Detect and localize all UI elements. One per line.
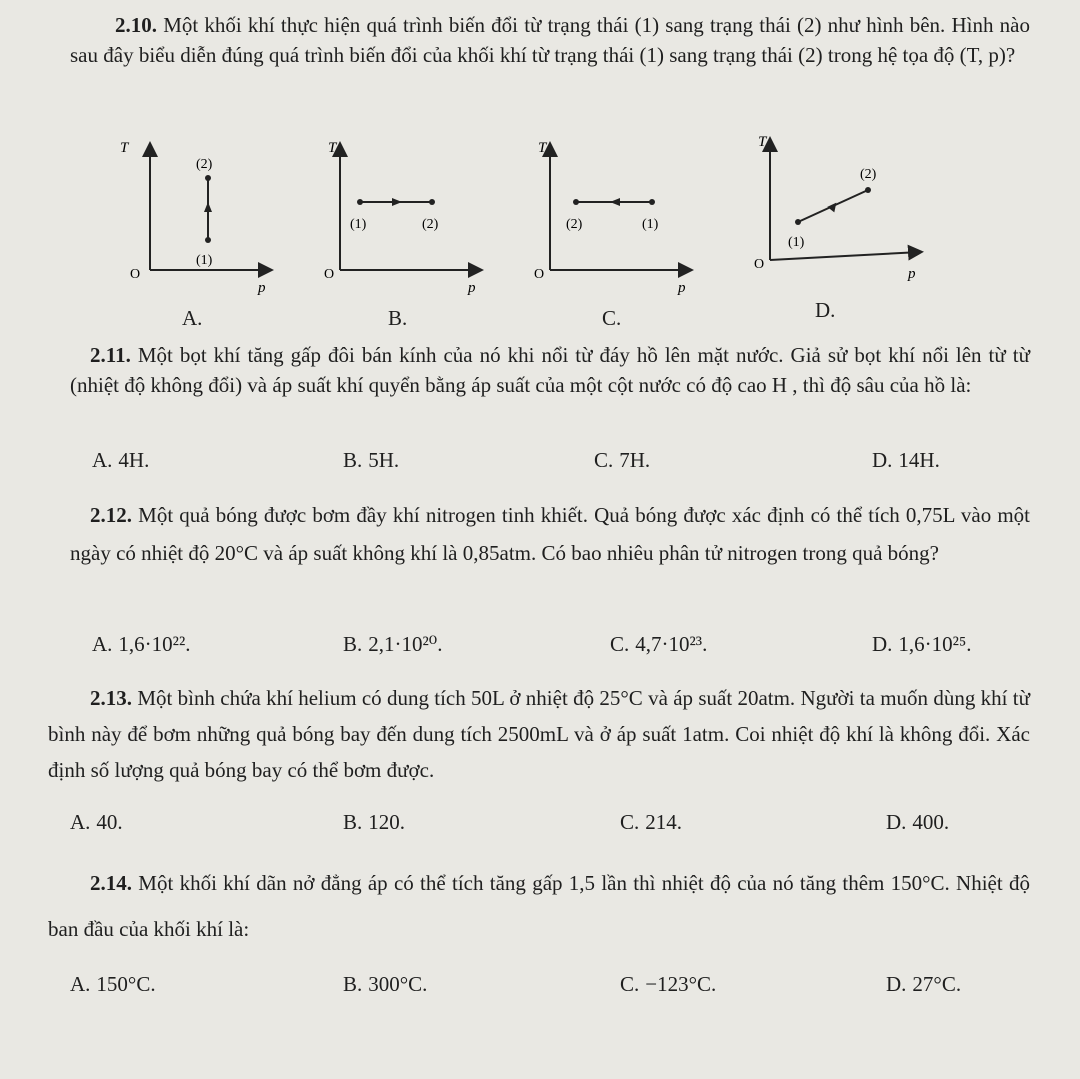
state-2-label: (2) bbox=[422, 217, 439, 232]
state-1-dot bbox=[795, 219, 801, 225]
graph-b bbox=[300, 130, 490, 300]
state-1-label: (1) bbox=[196, 253, 213, 268]
y-axis-label: T bbox=[758, 134, 767, 150]
question-text: Một khối khí thực hiện quá trình biến đổi từ trạng thái (1) sang trạng thái (2) như hình bên. Hình nào sau đây biểu diễn đúng quá trình biến đổi của khối khí từ trạng thái (1) sang trạng thái (2) trong hệ tọa độ (T, p)? bbox=[70, 13, 1030, 67]
question-text: Một bình chứa khí helium có dung tích 50L ở nhiệt độ 25°C và áp suất 20atm. Người ta muốn dùng khí từ bình này để bơm những quả bóng bay đến dung tích 2500mL và ở áp suất 1atm. Coi nhiệt độ khí là không đổi. Xác định số lượng quả bóng bay có thể bơm được. bbox=[48, 686, 1031, 782]
direction-arrow bbox=[610, 198, 620, 206]
question-number: 2.14. bbox=[90, 871, 132, 895]
x-axis bbox=[770, 252, 920, 260]
state-2-label: (2) bbox=[566, 217, 583, 232]
y-axis-label: T bbox=[120, 140, 129, 156]
option-d[interactable]: D. 400. bbox=[886, 810, 950, 834]
question-number: 2.12. bbox=[90, 503, 132, 527]
graph-a bbox=[90, 130, 280, 300]
direction-arrow bbox=[392, 198, 402, 206]
origin-label: O bbox=[754, 257, 765, 272]
option-c[interactable]: C. 214. bbox=[620, 810, 683, 834]
question-number: 2.11. bbox=[90, 343, 131, 367]
option-a[interactable]: A. 4H. bbox=[92, 448, 150, 472]
graph-c-label: C. bbox=[602, 306, 622, 330]
option-d[interactable]: D. 1,6·10²⁵. bbox=[872, 632, 972, 656]
options-2-13 bbox=[0, 810, 1080, 840]
state-2-label: (2) bbox=[196, 157, 213, 172]
state-1-label: (1) bbox=[350, 217, 367, 232]
options-2-12 bbox=[0, 632, 1080, 662]
graph-d bbox=[730, 130, 930, 300]
graph-c bbox=[510, 130, 700, 300]
question-text: Một quả bóng được bơm đầy khí nitrogen tinh khiết. Quả bóng được xác định có thể tích 0,75L vào một ngày có nhiệt độ 20°C và áp suất không khí là 0,85atm. Có bao nhiêu phân tử nitrogen trong quả bóng? bbox=[70, 503, 1030, 565]
option-b[interactable]: B. 2,1·10²⁰. bbox=[343, 632, 443, 656]
question-2-12 bbox=[70, 496, 1030, 572]
options-2-14 bbox=[0, 972, 1080, 1002]
x-axis-label: p bbox=[468, 280, 476, 296]
state-1-label: (1) bbox=[788, 235, 805, 250]
x-axis-label: p bbox=[678, 280, 686, 296]
state-2-dot bbox=[573, 199, 579, 205]
option-b[interactable]: B. 5H. bbox=[343, 448, 400, 472]
question-2-13 bbox=[48, 680, 1030, 788]
y-axis-label: T bbox=[538, 140, 547, 156]
origin-label: O bbox=[130, 267, 141, 282]
graph-d-label: D. bbox=[815, 298, 836, 322]
question-number: 2.13. bbox=[90, 686, 132, 710]
graphs-row bbox=[90, 130, 940, 330]
option-a[interactable]: A. 150°C. bbox=[70, 972, 156, 996]
origin-label: O bbox=[534, 267, 545, 282]
question-2-14 bbox=[48, 860, 1030, 952]
state-2-label: (2) bbox=[860, 167, 877, 182]
option-c[interactable]: C. 7H. bbox=[594, 448, 651, 472]
option-a[interactable]: A. 1,6·10²². bbox=[92, 632, 191, 656]
graph-b-label: B. bbox=[388, 306, 408, 330]
option-c[interactable]: C. 4,7·10²³. bbox=[610, 632, 708, 656]
question-2-11 bbox=[70, 340, 1030, 400]
question-2-10 bbox=[70, 10, 1030, 70]
option-a[interactable]: A. 40. bbox=[70, 810, 123, 834]
option-b[interactable]: B. 120. bbox=[343, 810, 406, 834]
state-2-dot bbox=[865, 187, 871, 193]
x-axis-label: p bbox=[908, 266, 916, 282]
option-c[interactable]: C. −123°C. bbox=[620, 972, 717, 996]
option-d[interactable]: D. 14H. bbox=[872, 448, 940, 472]
state-2-dot bbox=[205, 175, 211, 181]
question-number: 2.10. bbox=[115, 13, 157, 37]
question-text: Một bọt khí tăng gấp đôi bán kính của nó khi nổi từ đáy hồ lên mặt nước. Giả sử bọt khí nổi lên từ từ (nhiệt độ không đổi) và áp suất khí quyển bằng áp suất của một cột nước có độ cao H , thì độ sâu của hồ là: bbox=[70, 343, 1030, 397]
state-1-dot bbox=[205, 237, 211, 243]
graph-a-label: A. bbox=[182, 306, 203, 330]
option-d[interactable]: D. 27°C. bbox=[886, 972, 962, 996]
origin-label: O bbox=[324, 267, 335, 282]
state-1-dot bbox=[649, 199, 655, 205]
options-2-11 bbox=[0, 448, 1080, 478]
state-1-dot bbox=[357, 199, 363, 205]
state-2-dot bbox=[429, 199, 435, 205]
direction-arrow bbox=[204, 202, 212, 212]
y-axis-label: T bbox=[328, 140, 337, 156]
state-1-label: (1) bbox=[642, 217, 659, 232]
option-b[interactable]: B. 300°C. bbox=[343, 972, 428, 996]
question-text: Một khối khí dãn nở đẳng áp có thể tích tăng gấp 1,5 lần thì nhiệt độ của nó tăng thêm 150°C. Nhiệt độ ban đầu của khối khí là: bbox=[48, 871, 1030, 941]
x-axis-label: p bbox=[258, 280, 266, 296]
